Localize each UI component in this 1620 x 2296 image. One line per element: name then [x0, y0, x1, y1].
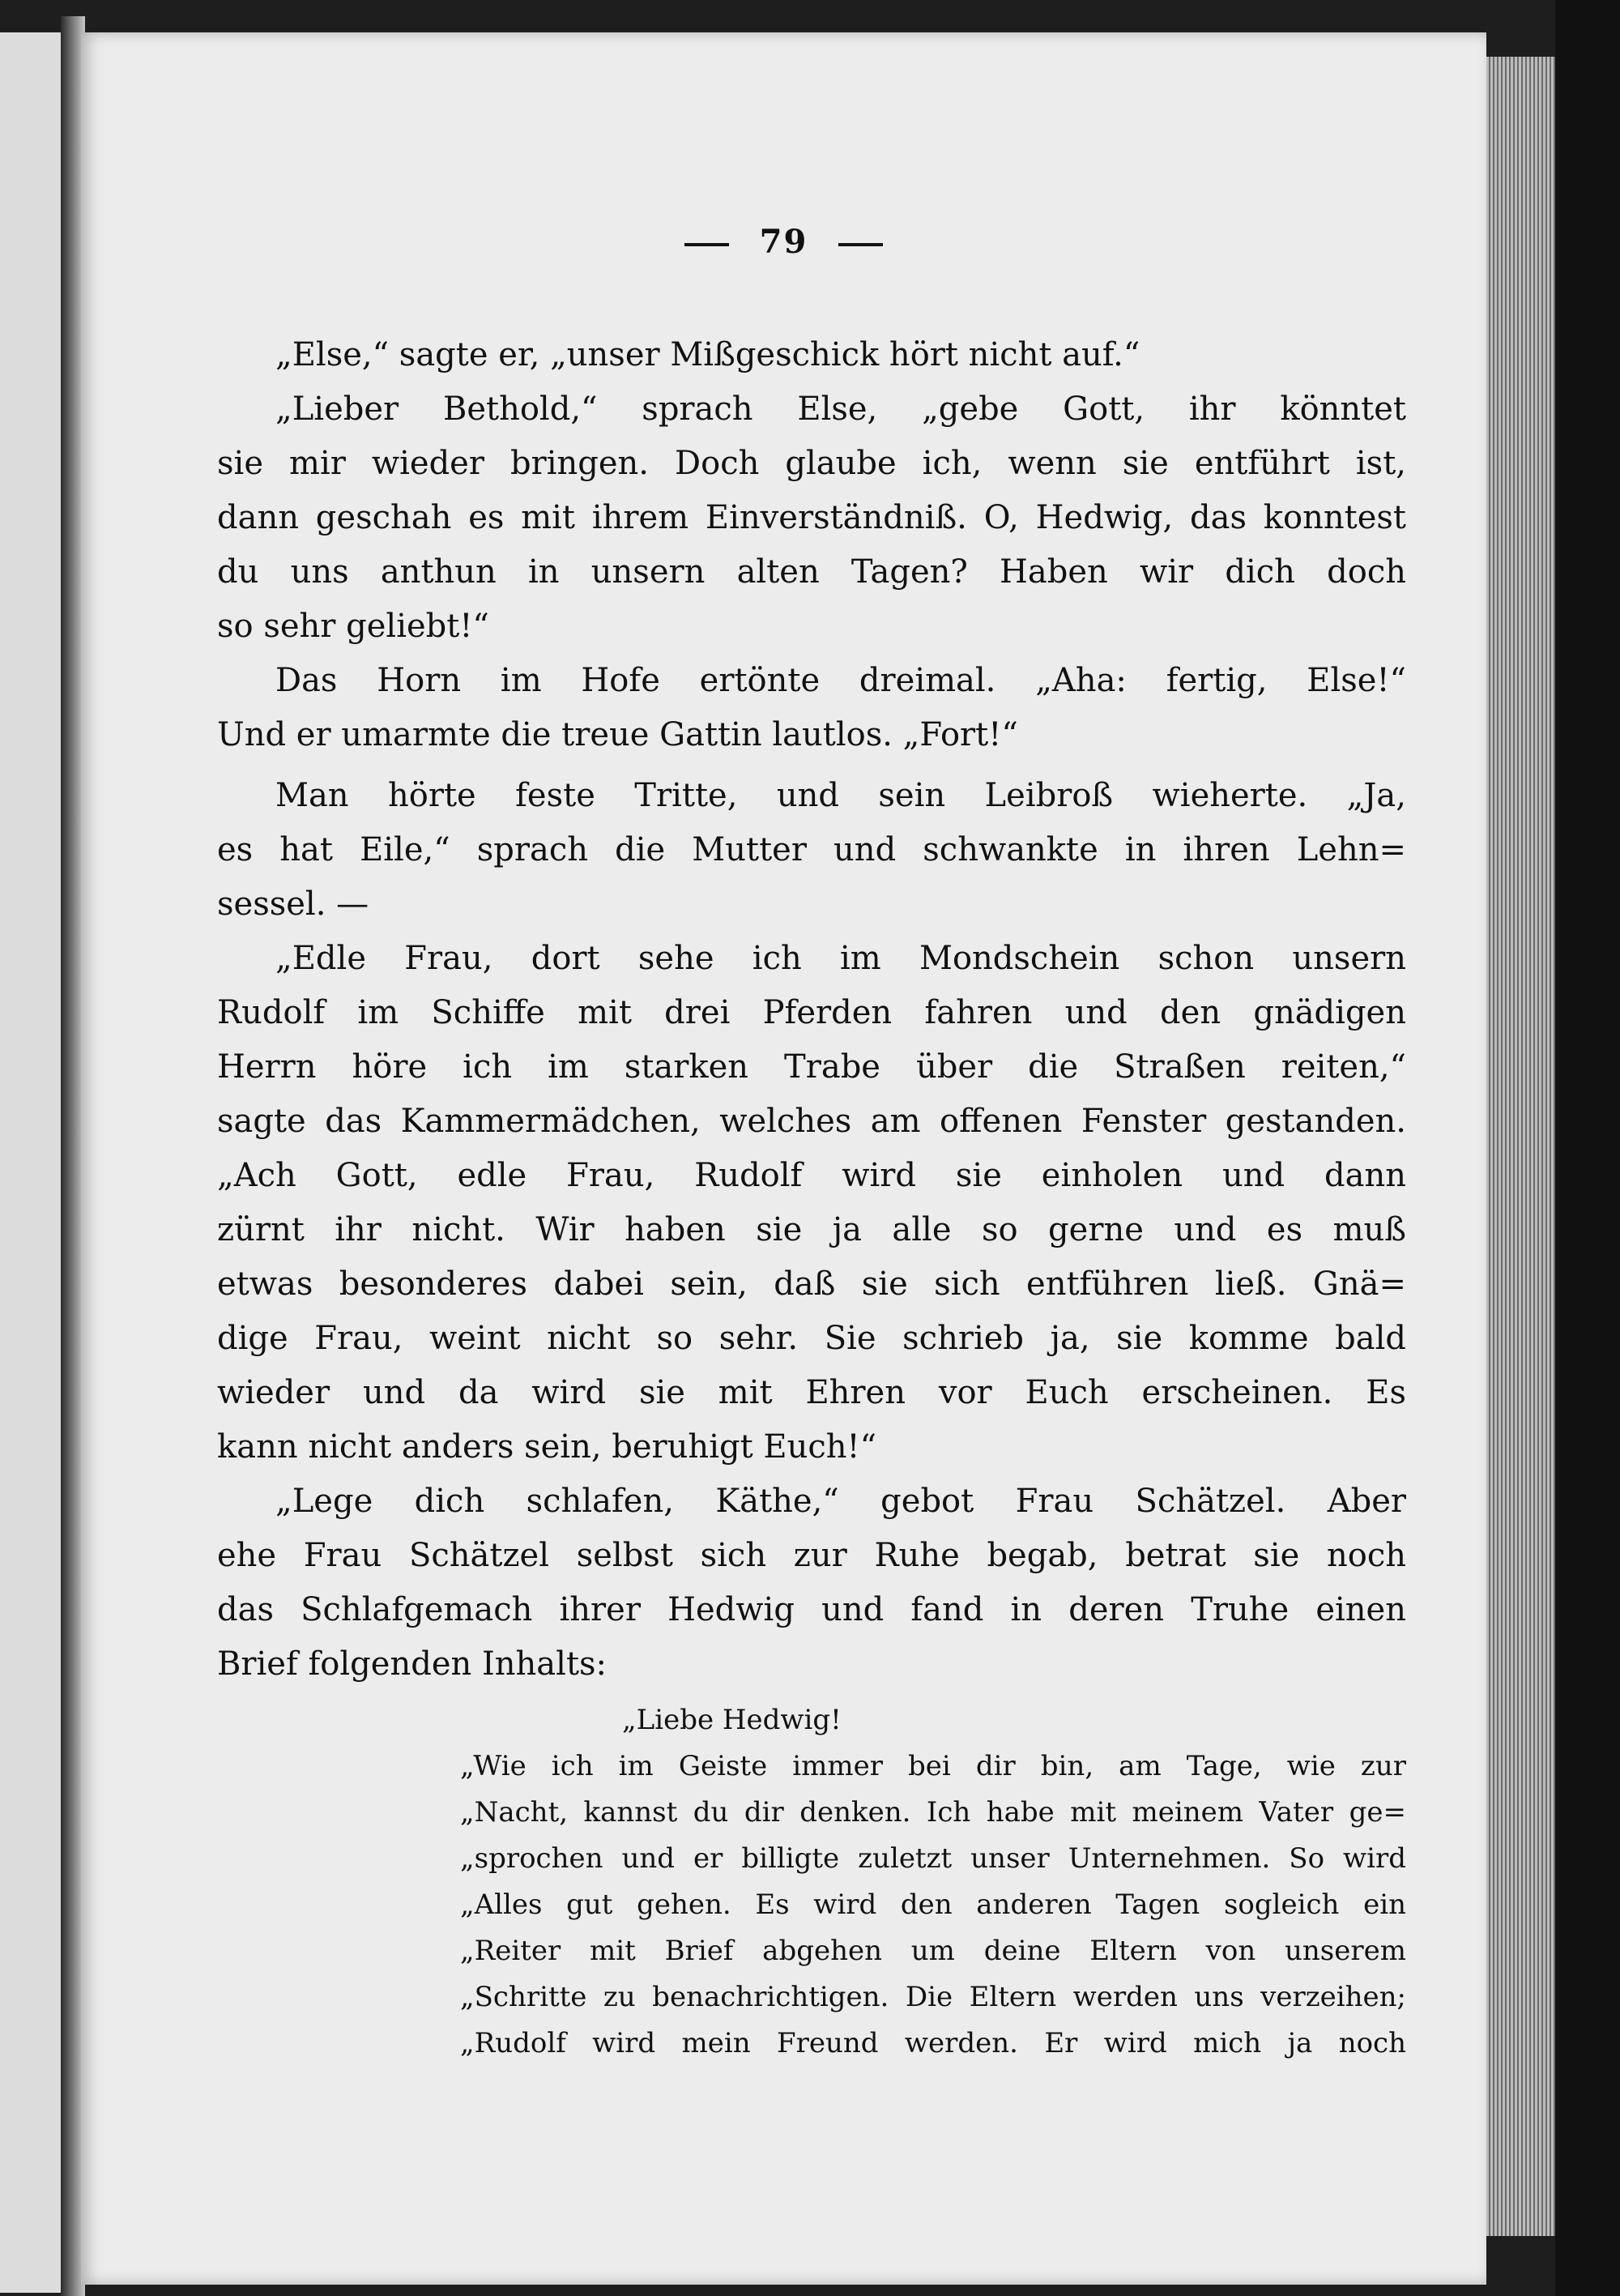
letter-block — [217, 1696, 1406, 2067]
header-dash-right — [838, 243, 883, 246]
text-line: etwas besonderes dabei sein, daß sie sich entführen ließ. Gnä= — [217, 1265, 1406, 1303]
letter-salutation: „Liebe Hedwig! — [622, 1704, 842, 1736]
letter-line: „Wie ich im Geiste immer bei dir bin, am Tage, wie zur — [460, 1750, 1406, 1782]
book-cover-edge — [1555, 0, 1620, 2296]
text-line: Brief folgenden Inhalts: — [217, 1645, 608, 1683]
page-number: 79 — [759, 223, 808, 261]
text-line: Das Horn im Hofe ertönte dreimal. „Aha: fertig, Else!“ — [275, 662, 1406, 699]
text-line: „Lege dich schlafen, Käthe,“ gebot Frau Schätzel. Aber — [275, 1483, 1406, 1520]
text-line: Rudolf im Schiffe mit drei Pferden fahren und den gnädigen — [217, 994, 1406, 1031]
text-line: dige Frau, weint nicht so sehr. Sie schrieb ja, sie komme bald — [217, 1320, 1406, 1357]
text-line: ehe Frau Schätzel selbst sich zur Ruhe begab, betrat sie noch — [217, 1537, 1406, 1574]
letter-line: „sprochen und er billigte zuletzt unser Unternehmen. So wird — [460, 1842, 1406, 1875]
letter-line: „Rudolf wird mein Freund werden. Er wird mich ja noch — [460, 2027, 1406, 2059]
text-line: „Edle Frau, dort sehe ich im Mondschein schon unsern — [275, 940, 1406, 977]
page-stack-edges — [1486, 57, 1555, 2236]
text-line: „Ach Gott, edle Frau, Rudolf wird sie einholen und dann — [217, 1157, 1406, 1194]
text-line: es hat Eile,“ sprach die Mutter und schwankte in ihren Lehn= — [217, 831, 1406, 868]
text-line: so sehr geliebt!“ — [217, 608, 489, 645]
text-line: das Schlafgemach ihrer Hedwig und fand in deren Truhe einen — [217, 1591, 1406, 1628]
text-line: „Else,“ sagte er, „unser Mißgeschick hört nicht auf.“ — [275, 336, 1140, 373]
body-text — [217, 328, 1406, 2067]
page-number-header — [81, 223, 1486, 261]
text-line: Und er umarmte die treue Gattin lautlos. „Fort!“ — [217, 716, 1018, 753]
text-line: sessel. — — [217, 886, 369, 923]
text-line: wieder und da wird sie mit Ehren vor Euch erscheinen. Es — [217, 1374, 1406, 1411]
text-line: zürnt ihr nicht. Wir haben sie ja alle so gerne und es muß — [217, 1211, 1406, 1248]
letter-line: „Alles gut gehen. Es wird den anderen Tagen sogleich ein — [460, 1888, 1406, 1921]
book-page — [81, 32, 1486, 2285]
text-line: Man hörte feste Tritte, und sein Leibroß wieherte. „Ja, — [275, 777, 1406, 814]
text-line: Herrn höre ich im starken Trabe über die Straßen reiten,“ — [217, 1048, 1406, 1086]
letter-line: „Schritte zu benachrichtigen. Die Eltern werden uns verzeihen; — [460, 1981, 1406, 2013]
text-line: dann geschah es mit ihrem Einverständniß. O, Hedwig, das konntest — [217, 499, 1406, 536]
text-line: „Lieber Bethold,“ sprach Else, „gebe Gott, ihr könntet — [275, 390, 1406, 428]
header-dash-left — [684, 243, 729, 246]
letter-line: „Reiter mit Brief abgehen um deine Eltern von unserem — [460, 1935, 1406, 1967]
letter-line: „Nacht, kannst du dir denken. Ich habe mit meinem Vater ge= — [460, 1796, 1406, 1829]
text-line: du uns anthun in unsern alten Tagen? Haben wir dich doch — [217, 553, 1406, 591]
left-facing-page-edge — [0, 32, 63, 2293]
text-line: sagte das Kammermädchen, welches am offenen Fenster gestanden. — [217, 1103, 1406, 1140]
text-line: sie mir wieder bringen. Doch glaube ich, wenn sie entführt ist, — [217, 445, 1406, 482]
text-line: kann nicht anders sein, beruhigt Euch!“ — [217, 1428, 877, 1466]
